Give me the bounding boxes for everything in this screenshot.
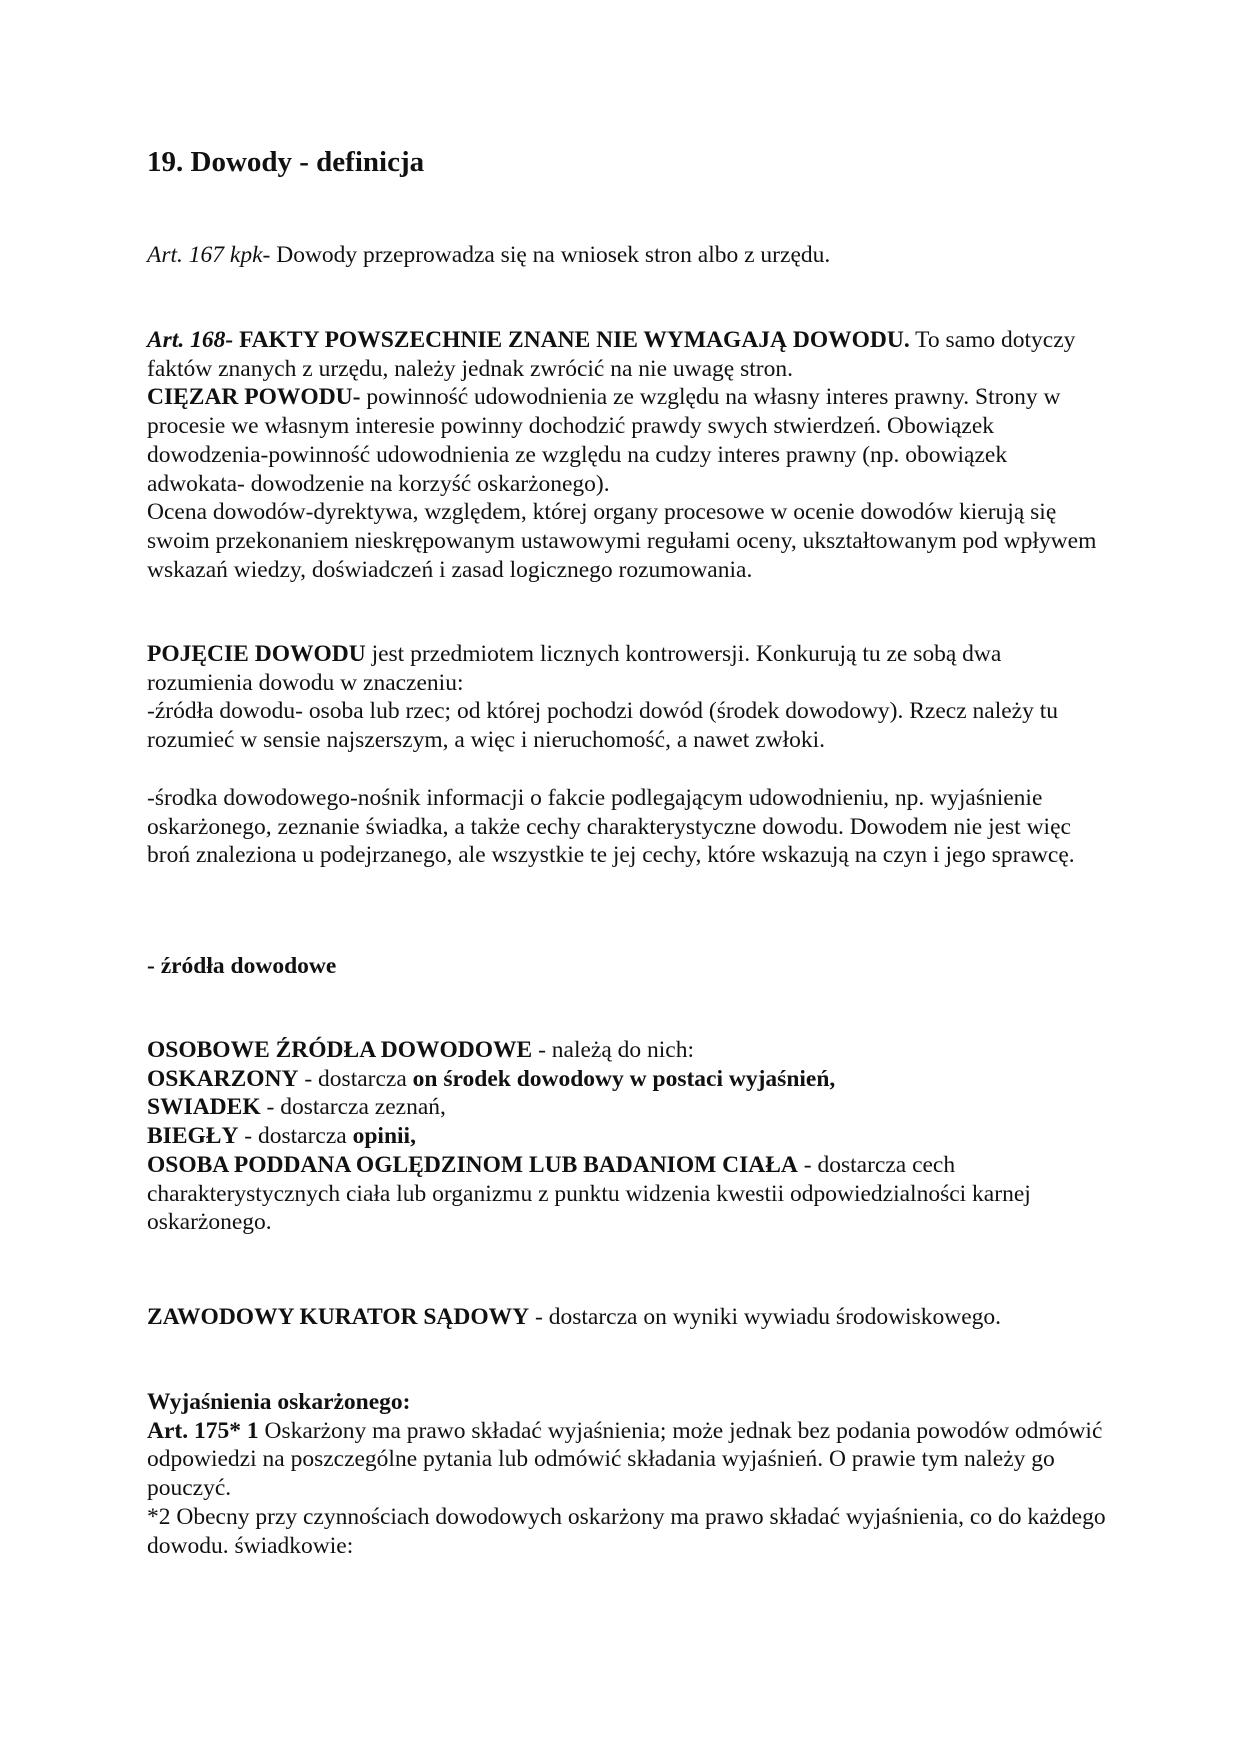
- osoba-label: OSOBA PODDANA OGLĘDZINOM LUB BADANIOM CIAŁA: [147, 1151, 798, 1178]
- art-167-ref: Art. 167 kpk-: [147, 242, 271, 268]
- pojecie-section: [147, 640, 1107, 755]
- biegly-label: BIEGŁY: [147, 1123, 239, 1150]
- ocena-paragraph: Ocena dowodów-dyrektywa, względem, której organy procesowe w ocenie dowodów kierują się swoim przekonaniem nieskrępowanym ustawowymi regułami oceny, ukształtowanym pod wpływem wskazań wiedzy, doświadczeń i zasad logicznego rozumowania.: [147, 499, 1097, 583]
- kurator-section: [147, 1303, 1107, 1332]
- oskarzony-text: - dostarcza: [298, 1065, 413, 1092]
- zrodla-heading: - źródła dowodowe: [147, 953, 337, 979]
- oskarzony-bold: on środek dowodowy w postaci wyjaśnień,: [412, 1065, 836, 1092]
- osobowe-section: [147, 1036, 1107, 1237]
- page-title: 19. Dowody - definicja: [147, 146, 425, 178]
- oskarzony-label: OSKARZONY: [147, 1065, 299, 1092]
- art-168-text: To samo dotyczy faktów znanych z urzędu, należy jednak zwrócić na nie uwagę stron.: [147, 327, 1076, 382]
- zrodla-paragraph: -źródła dowodu- osoba lub rzec; od której pochodzi dowód (środek dowodowy). Rzecz należy tu rozumieć w sensie najszerszym, a więc i nieruchomość, a nawet zwłoki.: [147, 698, 1059, 754]
- art-167-paragraph: [147, 241, 1107, 270]
- osobowe-text: - należą do nich:: [532, 1037, 695, 1063]
- oskarzony-line: [147, 1065, 1107, 1094]
- swiadek-line: [147, 1093, 1107, 1122]
- kurator-label: ZAWODOWY KURATOR SĄDOWY: [147, 1304, 530, 1330]
- swiadek-text: - dostarcza zeznań,: [260, 1094, 446, 1121]
- kurator-text: - dostarcza on wyniki wywiadu środowiskowego.: [529, 1304, 1002, 1330]
- ciezar-label: CIĘZAR POWODU-: [147, 384, 361, 411]
- kurator-line: [147, 1303, 1107, 1332]
- art-175-label: Art. 175* 1: [147, 1417, 259, 1444]
- pojecie-paragraph: [147, 640, 1107, 697]
- osoba-line: [147, 1151, 1107, 1237]
- ciezar-paragraph: [147, 383, 1107, 498]
- pojecie-label: POJĘCIE DOWODU: [147, 641, 366, 667]
- biegly-bold: opinii,: [352, 1123, 416, 1150]
- art-168-section: [147, 326, 1107, 584]
- art-175-paragraph: [147, 1417, 1107, 1503]
- osobowe-label: OSOBOWE ŹRÓDŁA DOWODOWE: [147, 1037, 533, 1063]
- biegly-line: [147, 1122, 1107, 1151]
- art-175-p2: *2 Obecny przy czynnościach dowodowych oskarżony ma prawo składać wyjaśnienia, co do każdego dowodu. świadkowie:: [147, 1503, 1106, 1559]
- zrodla-heading-block: [147, 952, 1107, 981]
- swiadek-label: SWIADEK: [147, 1094, 261, 1121]
- ciezar-text: powinność udowodnienia ze względu na własny interes prawny. Strony w procesie we własnym interesie powinny dochodzić prawdy swych stwierdzeń. Obowiązek dowodzenia-powinność udowodnienia ze względu na cudzy interes prawny (np. obowiązek adwokata- dowodzenie na korzyść oskarżonego).: [147, 384, 1061, 497]
- biegly-text: - dostarcza: [238, 1123, 353, 1150]
- art-168-bold: FAKTY POWSZECHNIE ZNANE NIE WYMAGAJĄ DOWODU.: [233, 327, 910, 353]
- art-168-ref: Art. 168-: [147, 327, 234, 353]
- wyjasnienia-heading: Wyjaśnienia oskarżonego:: [147, 1389, 411, 1415]
- art-175-text: Oskarżony ma prawo składać wyjaśnienia; może jednak bez podania powodów odmówić odpowiedzi na poszczególne pytania lub odmówić składania wyjaśnień. O prawie tym należy go pouczyć.: [147, 1417, 1103, 1502]
- osobowe-line: [147, 1036, 1107, 1065]
- wyjasnienia-section: [147, 1388, 1107, 1560]
- pojecie-text: jest przedmiotem licznych kontrowersji. Konkurują tu ze sobą dwa rozumienia dowodu w znaczeniu:: [147, 641, 1002, 696]
- art-168-paragraph: [147, 326, 1107, 383]
- osoba-text: - dostarcza cech charakterystycznych ciała lub organizmu z punktu widzenia kwestii odpowiedzialności karnej oskarżonego.: [147, 1151, 1031, 1236]
- srodka-paragraph: -środka dowodowego-nośnik informacji o fakcie podlegającym udowodnieniu, np. wyjaśnienie oskarżonego, zeznanie świadka, a także cechy charakterystyczne dowodu. Dowodem nie jest więc broń znaleziona u podejrzanego, ale wszystkie te jej cechy, które wskazują na czyn i jego sprawcę.: [147, 785, 1075, 869]
- art-167-text: Dowody przeprowadza się na wniosek stron albo z urzędu.: [270, 242, 831, 268]
- srodka-section: [147, 784, 1107, 870]
